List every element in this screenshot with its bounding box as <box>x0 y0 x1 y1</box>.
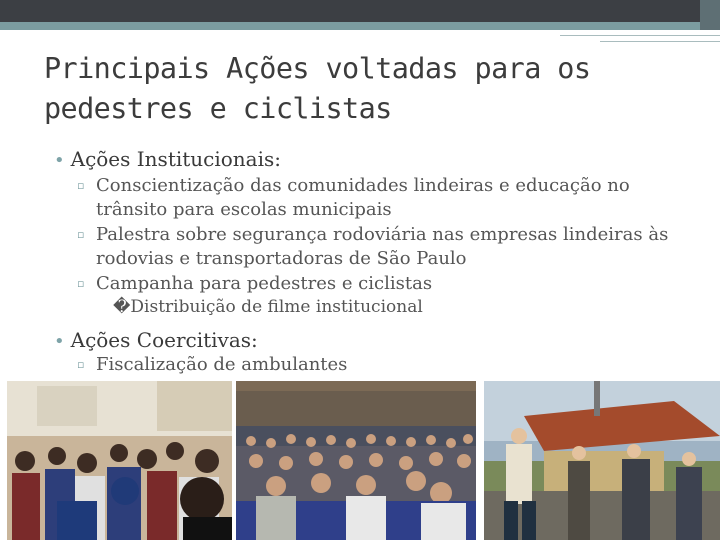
section-heading: Ações Coercitivas: <box>70 328 258 352</box>
list-item: ▫ Fiscalização de ambulantes <box>77 354 348 375</box>
square-bullet-icon: ▫ <box>77 179 85 192</box>
square-bullet-icon: ▫ <box>77 277 85 290</box>
bullet-institucionais <box>54 147 281 171</box>
decorative-line <box>560 35 720 36</box>
list-item: ▫ Palestra sobre segurança rodoviária nas empresas lindeiras às rodovias e transportadoras de São Paulo <box>77 224 669 269</box>
section-heading: Ações Institucionais: <box>70 147 282 171</box>
photo-auditorium <box>236 381 476 540</box>
header-bar <box>0 0 720 22</box>
list-item: ▫ Conscientização das comunidades lindeiras e educação no trânsito para escolas municipais <box>77 175 630 220</box>
list-item: ▫ Campanha para pedestres e ciclistas <box>77 273 433 294</box>
square-bullet-icon: ▫ <box>77 228 85 241</box>
decorative-line <box>600 41 720 42</box>
photo-roadside <box>484 381 720 540</box>
square-bullet-icon: ▫ <box>77 358 85 371</box>
header-accent-bar <box>0 22 720 30</box>
photo-students <box>7 381 232 540</box>
bullet-dot-icon: • <box>54 150 65 171</box>
sub-list-item: �Distribuição de filme institucional <box>113 297 423 317</box>
bullet-coercitivas <box>54 328 258 352</box>
slide-title: Principais Ações voltadas para os pedestres e ciclistas <box>44 52 591 125</box>
bullet-dot-icon: • <box>54 331 65 352</box>
header-corner <box>700 0 720 30</box>
